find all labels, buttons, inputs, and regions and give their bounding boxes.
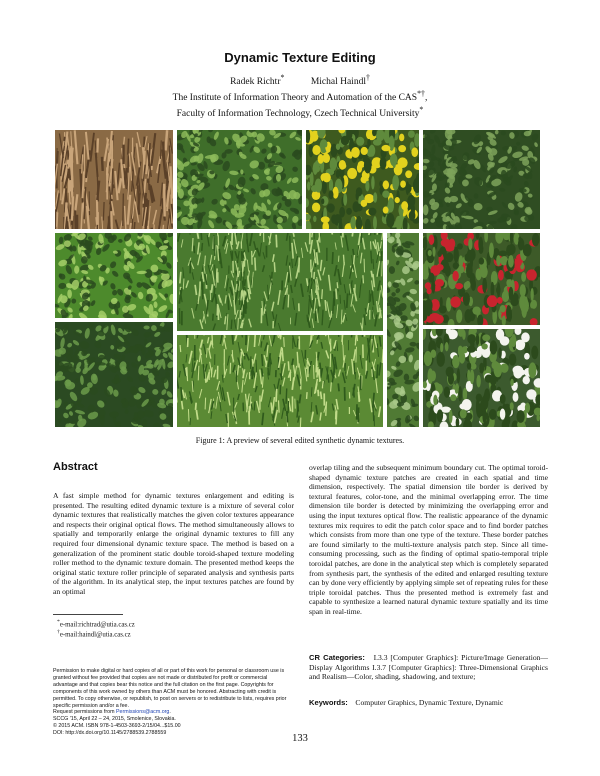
keywords-text: Computer Graphics, Dynamic Texture, Dynamic bbox=[355, 698, 504, 707]
keywords bbox=[309, 698, 548, 708]
tile-clover-patch bbox=[55, 233, 173, 318]
affiliation-1: The Institute of Information Theory and Automation of the CAS*†, bbox=[172, 89, 428, 104]
footnote-2: †e-mail:haindl@utia.cas.cz bbox=[57, 629, 131, 639]
tile-willow-branches-image bbox=[55, 130, 173, 229]
author-names bbox=[0, 72, 600, 88]
tile-yellow-irises-image bbox=[306, 130, 419, 229]
permissions-email-link[interactable]: Permissions@acm.org bbox=[116, 709, 170, 716]
tile-dark-fern-image bbox=[55, 322, 173, 427]
footnote-1: *e-mail:richtrad@utia.cas.cz bbox=[57, 619, 135, 629]
author-1: Radek Richtr* bbox=[230, 73, 285, 88]
keywords-label: Keywords: bbox=[309, 698, 348, 707]
figure-caption: Figure 1: A preview of several edited synthetic dynamic textures. bbox=[195, 436, 405, 445]
author-block bbox=[0, 72, 600, 120]
abstract-text-right: overlap tiling and the subsequent minimum boundary cut. The optimal toroid-shaped dynamic texture patches are created in each spatial and time dimension, respectively. The spatial dimension tile border is derived by textural features, color-tone, and the minimal overlapping error. The time dimension tile border is detected by minimizing the overlapping error and using the input textures optical flow. The realistic appearance of the dynamic textures mix requires to edit the patch color space and to find border patches which consists from more than one type of the texture. These border patches are found similarly to the multi-texture analysis patch step. Since all time-consuming processing, such as the finding of optimal spatio-temporal triple toroidal patches, are done in the analytical step which is completely separated from synthesis part, the synthesis of the edited and enlarged resulting texture can by done very efficiently by applying simple set of repeating rules for these triple toroidal patches. Thus the presented method is extremely fast and capable to synthesize a learned natural dynamic texture spatially and its time span in real-time. bbox=[309, 463, 548, 616]
permission-request: Request permissions from Permissions@acm.org. bbox=[53, 709, 171, 716]
footnote-rule bbox=[53, 614, 123, 615]
doi-line: DOI: http://dx.doi.org/10.1145/2788539.2788559 bbox=[53, 730, 167, 737]
abstract-text-left: A fast simple method for dynamic textures enlargement and editing is presented. The resulting edited dynamic texture is a mixture of several color dynamic textures that realistically matches the given color textures appearance and respects their original optical flows. The method simultaneously allows to spatially and temporarily enlarge the original dynamic textures to fill any required four dimensional dynamic texture space. The method is based on a generalization of the prominent static double toroid-shaped texture modeling roller method to the dynamic texture domain. The presented method keeps the original static texture roller principle of separated analysis and synthesis parts of the algorithm. In its analytical step, the input textures patches are found by an optimal bbox=[53, 491, 294, 596]
tile-meadow-grass-image bbox=[177, 335, 383, 427]
tile-dark-fern bbox=[55, 322, 173, 427]
tile-red-tulips bbox=[423, 233, 540, 325]
tile-white-blossoms-image bbox=[423, 329, 540, 427]
tile-clover-patch-image bbox=[55, 233, 173, 318]
paper-title: Dynamic Texture Editing bbox=[224, 50, 376, 65]
abstract-heading: Abstract bbox=[53, 461, 98, 473]
figure-texture-mosaic bbox=[55, 130, 540, 427]
page-number: 133 bbox=[292, 733, 308, 744]
tile-ivy-leaves bbox=[177, 130, 302, 229]
tile-leafy-branches bbox=[387, 233, 419, 427]
cr-label: CR Categories: bbox=[309, 653, 365, 662]
permission-notice bbox=[53, 668, 289, 737]
tile-willow-branches bbox=[55, 130, 173, 229]
tile-green-shrubs-image bbox=[423, 130, 540, 229]
tile-red-tulips-image bbox=[423, 233, 540, 325]
tile-meadow-grass bbox=[177, 335, 383, 427]
conference-line: SCCG '15, April 22 – 24, 2015, Smolenice, Slovakia. bbox=[53, 716, 176, 723]
affiliation-2: Faculty of Information Technology, Czech Technical University* bbox=[176, 105, 424, 120]
tile-green-shrubs bbox=[423, 130, 540, 229]
tile-tall-grass bbox=[177, 233, 383, 331]
tile-tall-grass-image bbox=[177, 233, 383, 331]
tile-white-blossoms bbox=[423, 329, 540, 427]
copyright-line: © 2015 ACM. ISBN 978-1-4503-3693-2/15/04...$15.00 bbox=[53, 723, 181, 730]
permission-text: Permission to make digital or hard copies of all or part of this work for personal or classroom use is granted without fee provided that copies are not made or distributed for profit or commercial advantage and that copies bear this notice and the full citation on the first page. Copyrights for components of this work owned by others than ACM must be honored. Abstracting with credit is permitted. To copy otherwise, or republish, to post on servers or to redistribute to lists, requires prior specific permission and/or a fee. bbox=[53, 668, 287, 709]
cr-categories bbox=[309, 653, 548, 682]
author-2: Michal Haindl† bbox=[310, 73, 370, 88]
cr-text: I.3.3 [Computer Graphics]: Picture/Image Generation—Display Algorithms I.3.7 [Computer Graphics]: Three-Dimensional Graphics and Realism—Color, shading, shadowing, and texture; bbox=[309, 653, 549, 682]
tile-leafy-branches-image bbox=[387, 233, 419, 427]
tile-yellow-irises bbox=[306, 130, 419, 229]
tile-ivy-leaves-image bbox=[177, 130, 302, 229]
